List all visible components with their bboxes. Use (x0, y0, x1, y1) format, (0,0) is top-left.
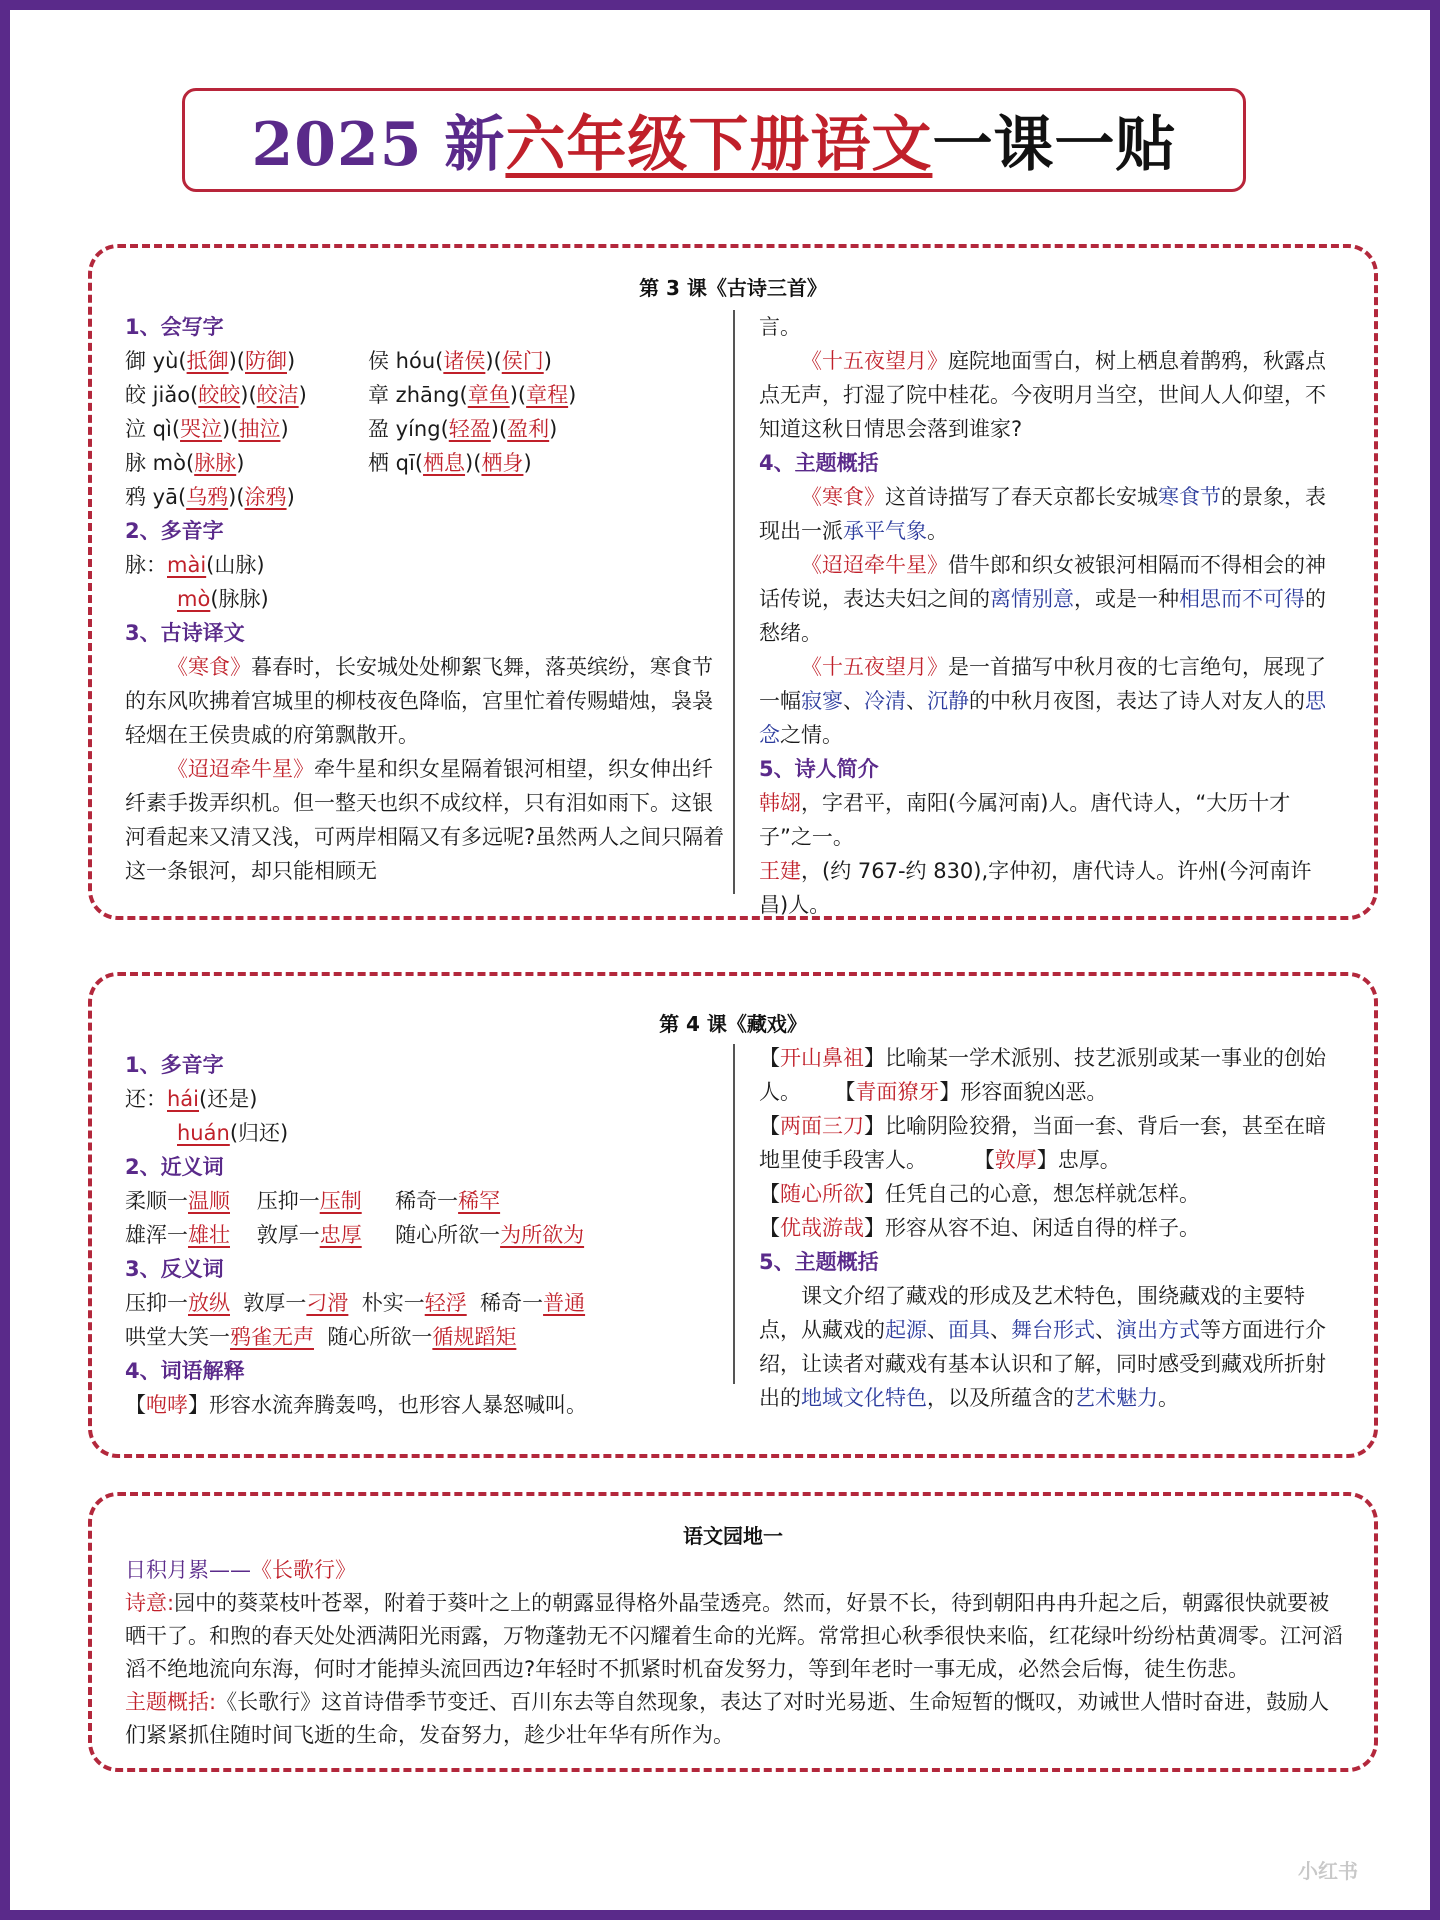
page-title (252, 97, 1177, 183)
section-heading: 2、多音字 (125, 519, 224, 543)
section-heading: 3、古诗译文 (125, 621, 245, 645)
definition-item: 【两面三刀】比喻阴险狡猾，当面一套、背后一套，甚至在暗地里使手段害人。 【敦厚】忠厚。 (759, 1114, 1326, 1172)
theme-paragraph: 主题概括:《长歌行》这首诗借季节变迁、百川东去等自然现象，表达了对时光易逝、生命短暂的慨叹，劝诫世人惜时奋进，鼓励人们紧紧抓住随时间飞逝的生命，发奋努力，趁少壮年华有所作为。 (125, 1690, 1330, 1747)
section-heading: 1、多音字 (125, 1053, 224, 1077)
section-heading: 4、主题概括 (759, 451, 879, 475)
poet-bio: 王建，(约 767-约 830),字仲初，唐代诗人。许州(今河南许昌)人。 (759, 859, 1312, 917)
definition-item: 【咆哮】形容水流奔腾轰鸣，也形容人暴怒喊叫。 (125, 1393, 587, 1417)
title-banner (182, 88, 1246, 192)
polyphone-row: 还：hái(还是) (125, 1087, 258, 1111)
section-heading: 4、词语解释 (125, 1359, 245, 1383)
poet-bio: 韩翃，字君平，南阳(今属河南)人。唐代诗人，“大历十才子”之一。 (759, 791, 1291, 849)
list-item: 泣 qì(哭泣)(抽泣) (125, 417, 289, 441)
list-item: 侯 hóu(诸侯)(侯门) (368, 349, 552, 373)
polyphone-row: 脉：mài(山脉) (125, 553, 265, 577)
section-heading: 5、诗人简介 (759, 757, 879, 781)
polyphone-row: mò(脉脉) (177, 587, 269, 611)
theme-paragraph: 《迢迢牵牛星》借牛郎和织女被银河相隔而不得相会的神话传说，表达夫妇之间的离情别意，或是一种相思而不可得的愁绪。 (759, 553, 1326, 645)
definition-item: 【开山鼻祖】比喻某一学术派别、技艺派别或某一事业的创始人。 【青面獠牙】形容面貌凶恶。 (759, 1046, 1326, 1104)
title-suffix: 一课一贴 (932, 110, 1177, 180)
antonym-row: 压抑一放纵 敦厚一刁滑 朴实一轻浮 稀奇一普通 (125, 1291, 586, 1315)
lesson3-card (88, 244, 1378, 920)
garden-title: 语文园地一 (683, 1524, 783, 1548)
list-item: 脉 mò(脉脉) (125, 451, 245, 475)
garden-card (88, 1492, 1378, 1772)
definition-item: 【随心所欲】任凭自己的心意，想怎样就怎样。 (759, 1182, 1200, 1206)
lesson3-right-column (759, 310, 1335, 922)
lesson3-left-column (125, 310, 725, 888)
lesson4-right-column (759, 1041, 1335, 1415)
meaning-paragraph: 诗意:园中的葵菜枝叶苍翠，附着于葵叶之上的朝露显得格外晶莹透亮。然而，好景不长，待到朝阳冉冉升起之后，朝露很快就要被晒干了。和煦的春天处处洒满阳光雨露，万物蓬勃无不闪耀着生命的光辉。常常担心秋季很快来临，红花绿叶纷纷枯黄凋零。江河滔滔不绝地流向东海，何时才能掉头流回西边?年轻时不抓紧时机奋发努力，等到年老时一事无成，必然会后悔，徒生伤悲。 (125, 1591, 1343, 1681)
list-item: 章 zhāng(章鱼)(章程) (368, 383, 577, 407)
polyphone-row: huán(归还) (177, 1121, 289, 1145)
synonym-row: 柔顺一温顺 压抑一压制 稀奇一稀罕 (125, 1189, 501, 1213)
lesson4-left-column (125, 1048, 725, 1422)
lesson4-title: 第 4 课《藏戏》 (659, 1012, 807, 1036)
section-heading: 2、近义词 (125, 1155, 224, 1179)
character-list (125, 344, 725, 514)
theme-paragraph: 课文介绍了藏戏的形成及艺术特色，围绕藏戏的主要特点，从藏戏的起源、面具、舞台形式、演出方式等方面进行介绍，让读者对藏戏有基本认识和了解，同时感受到藏戏所折射出的地域文化特色，以及所蕴含的艺术魅力。 (759, 1284, 1326, 1410)
section-heading: 5、主题概括 (759, 1250, 879, 1274)
antonym-row: 哄堂大笑一鸦雀无声 随心所欲一循规蹈矩 (125, 1325, 517, 1349)
translation-continuation: 言。 (759, 315, 801, 339)
synonym-row: 雄浑一雄壮 敦厚一忠厚 随心所欲一为所欲为 (125, 1223, 585, 1247)
definition-item: 【优哉游哉】形容从容不迫、闲适自得的样子。 (759, 1216, 1200, 1240)
garden-subtitle: 日积月累——《长歌行》 (125, 1558, 356, 1582)
column-divider (733, 1044, 735, 1384)
section-heading: 1、会写字 (125, 315, 224, 339)
title-year: 2025 新 (251, 110, 506, 180)
list-item: 栖 qī(栖息)(栖身) (368, 451, 532, 475)
lesson3-title: 第 3 课《古诗三首》 (639, 276, 827, 300)
list-item: 盈 yíng(轻盈)(盈利) (368, 417, 558, 441)
theme-paragraph: 《十五夜望月》是一首描写中秋月夜的七言绝句，展现了一幅寂寥、冷清、沉静的中秋月夜图，表达了诗人对友人的思念之情。 (759, 655, 1326, 747)
list-item: 御 yù(抵御)(防御) (125, 349, 296, 373)
title-grade: 六年级下册语文 (505, 110, 933, 180)
column-divider (733, 310, 735, 894)
translation-paragraph: 《寒食》暮春时，长安城处处柳絮飞舞，落英缤纷，寒食节的东风吹拂着宫城里的柳枝夜色降临，宫里忙着传赐蜡烛，袅袅轻烟在王侯贵戚的府第飘散开。 (125, 655, 713, 747)
watermark: 小红书 (1298, 1859, 1358, 1883)
list-item: 皎 jiǎo(皎皎)(皎洁) (125, 383, 307, 407)
translation-paragraph: 《十五夜望月》庭院地面雪白，树上栖息着鹊鸦，秋露点点无声，打湿了院中桂花。今夜明月当空，世间人人仰望，不知道这秋日情思会落到谁家? (759, 349, 1326, 441)
section-heading: 3、反义词 (125, 1257, 224, 1281)
garden-body (125, 1554, 1345, 1752)
list-item: 鸦 yā(乌鸦)(涂鸦) (125, 485, 295, 509)
translation-paragraph: 《迢迢牵牛星》牵牛星和织女星隔着银河相望，织女伸出纤纤素手拨弄织机。但一整天也织不成纹样，只有泪如雨下。这银河看起来又清又浅，可两岸相隔又有多远呢?虽然两人之间只隔着这一条银河，却只能相顾无 (125, 757, 725, 883)
lesson4-card (88, 972, 1378, 1458)
theme-paragraph: 《寒食》这首诗描写了春天京都长安城寒食节的景象，表现出一派承平气象。 (759, 485, 1326, 543)
